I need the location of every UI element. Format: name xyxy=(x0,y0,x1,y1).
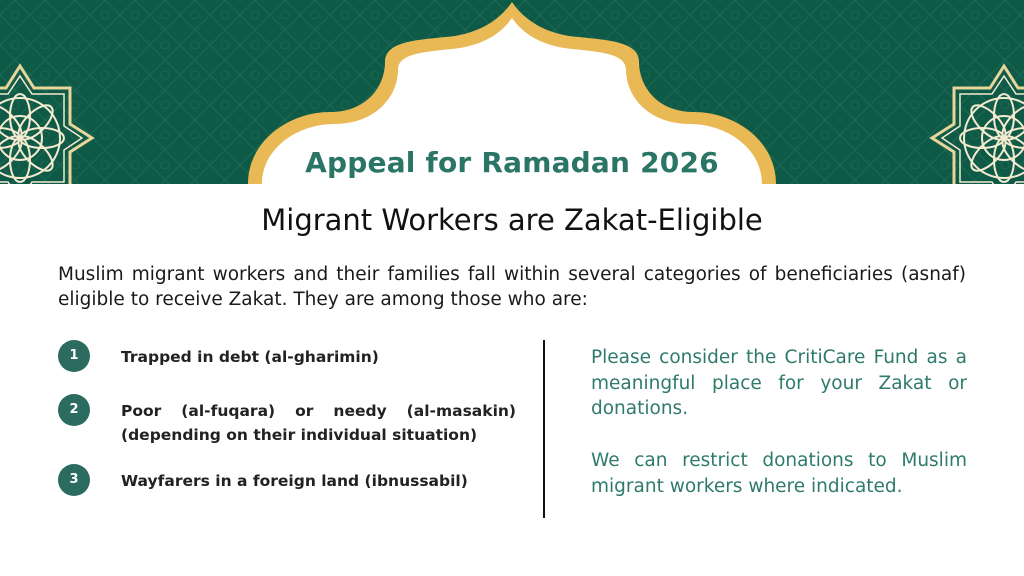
number-badge: 2 xyxy=(58,394,90,426)
category-text: Wayfarers in a foreign land (ibnussabil) xyxy=(121,472,468,490)
appeal-paragraph-2: We can restrict donations to Muslim migrant workers where indicated. xyxy=(591,450,967,497)
number-badge: 3 xyxy=(58,464,90,496)
category-text: Trapped in debt (al-gharimin) xyxy=(121,348,379,366)
intro-paragraph: Muslim migrant workers and their families fall within several categories of beneficiaries (asnaf) eligible to receive Zakat. They are among those who are: xyxy=(58,264,966,310)
section-heading: Migrant Workers are Zakat-Eligible xyxy=(261,203,763,237)
number-badge: 1 xyxy=(58,340,90,372)
appeal-paragraph-1: Please consider the CritiCare Fund as a meaningful place for your Zakat or donations. xyxy=(591,347,967,419)
page-title: Appeal for Ramadan 2026 xyxy=(305,146,719,179)
category-text: Poor (al-fuqara) or needy (al-masakin) (depending on their individual situation) xyxy=(121,402,516,444)
vertical-divider xyxy=(543,340,545,518)
